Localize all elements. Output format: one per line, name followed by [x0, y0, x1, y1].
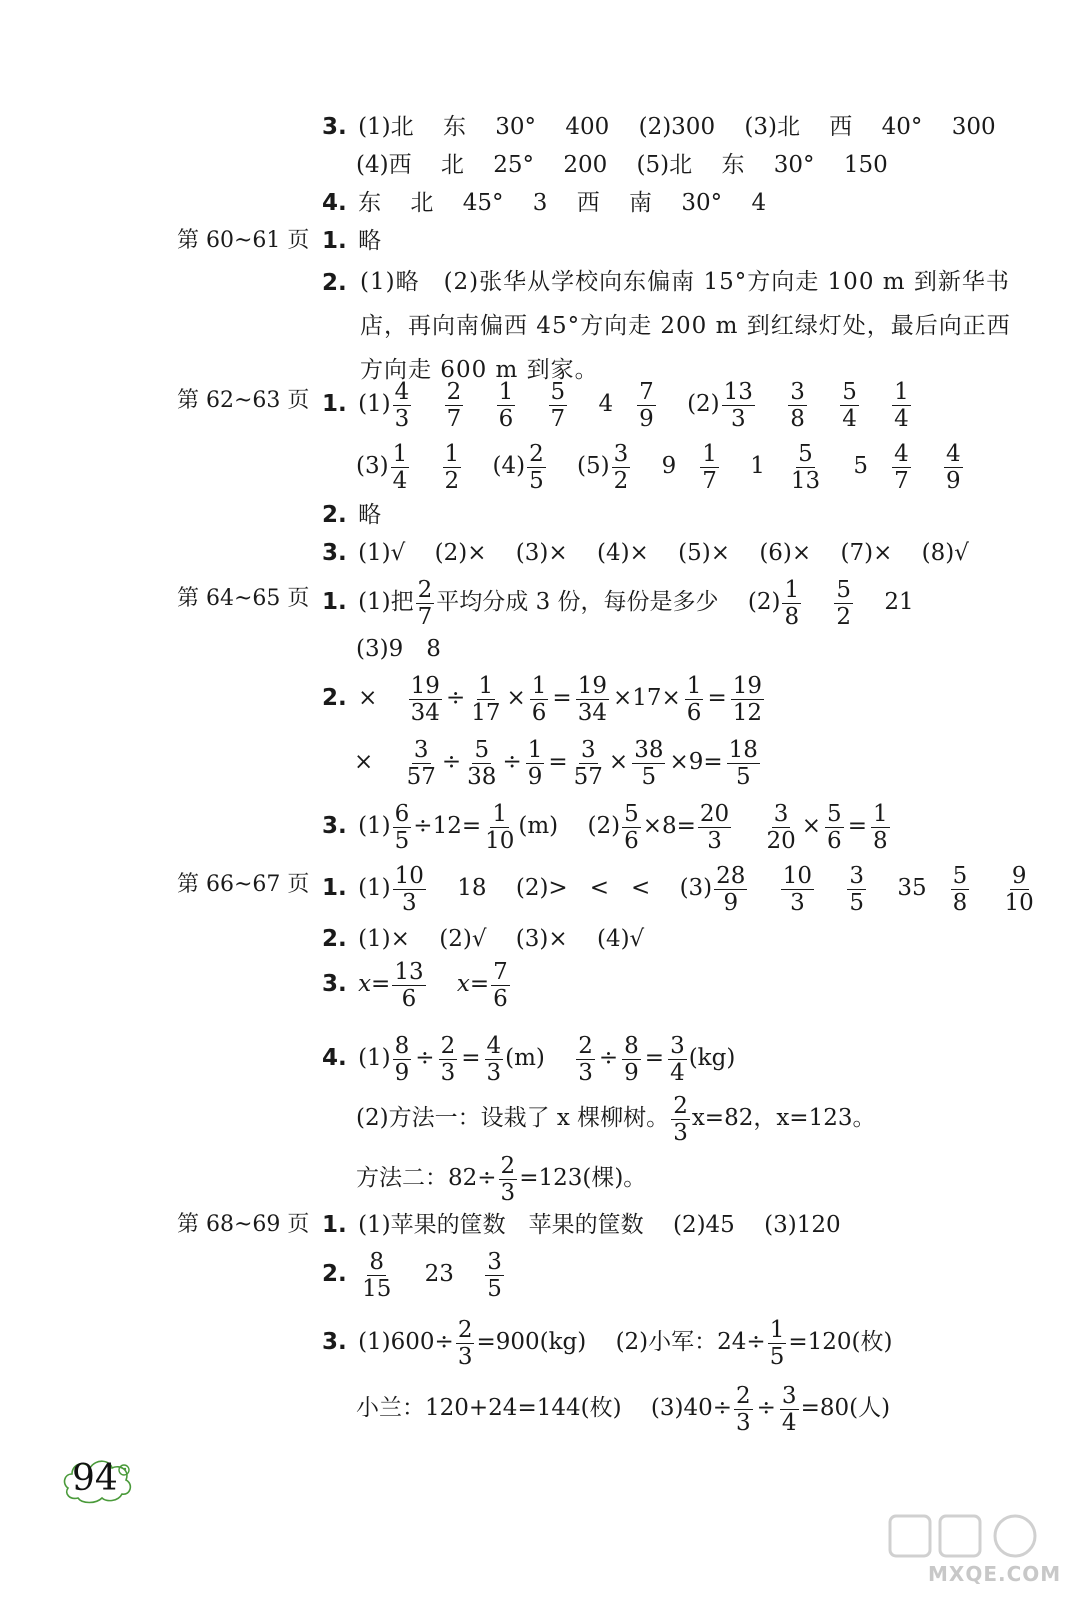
- answer-line-66-6: 方法二：82÷ $\frac{2}{3}$ =123(棵)。: [356, 1152, 647, 1206]
- fraction: $\frac{1}{4}$: [894, 378, 909, 432]
- fraction: $\frac{19}{12}$: [732, 672, 762, 726]
- fraction: $\frac{1}{6}$: [686, 672, 702, 726]
- answer-line-68-4: 小兰：120+24=144(枚) (3)40÷ $\frac{2}{3}$ ÷ $\frac{3}{4}$ =80(人): [356, 1382, 891, 1436]
- answer-line-64-1b: (3)9 8: [356, 636, 441, 662]
- fraction: $\frac{8}{9}$: [624, 1032, 639, 1086]
- fraction: $\frac{3}{8}$: [790, 378, 805, 432]
- fraction: $\frac{28}{9}$: [716, 862, 746, 916]
- answer-line-4: 4. 东 北 45° 3 西 南 30° 4: [322, 190, 767, 216]
- answer-num-60-2: 2.: [322, 270, 347, 296]
- fraction: $\frac{1}{8}$: [872, 800, 888, 854]
- fraction: $\frac{1}{4}$: [392, 440, 408, 494]
- fraction: $\frac{3}{4}$: [781, 1382, 797, 1436]
- answer-line-3b: (4)西 北 25° 200 (5)北 东 30° 150: [356, 152, 888, 178]
- fraction: $\frac{7}{9}$: [639, 378, 654, 432]
- fraction: $\frac{1}{8}$: [784, 576, 800, 630]
- fraction: $\frac{3}{57}$: [406, 736, 436, 790]
- fraction: $\frac{2}{5}$: [529, 440, 544, 494]
- fraction: $\frac{4}{9}$: [946, 440, 961, 494]
- answer-line-66-1: 1. (1) $\frac{10}{3}$ 18 (2)> < < (3) $\frac{28}{9}$ $\frac{10}{3}$ $\frac{3}{5}$ 35 $\frac{5}{8}$ $\frac{9}{10}$: [322, 862, 1034, 916]
- fraction: $\frac{5}{4}$: [842, 378, 857, 432]
- section-title-60-61: 第 60~61 页: [177, 228, 310, 253]
- answer-line-64-2a: 2. × $\frac{19}{34}$ ÷ $\frac{1}{17}$ × $\frac{1}{6}$ = $\frac{19}{34}$ ×17× $\frac{1}{6}$ = $\frac{19}{12}$: [322, 672, 762, 726]
- fraction: $\frac{1}{5}$: [769, 1316, 785, 1370]
- fraction: $\frac{3}{5}$: [487, 1248, 502, 1302]
- fraction: $\frac{1}{2}$: [444, 440, 460, 494]
- fraction: $\frac{3}{2}$: [613, 440, 629, 494]
- answer-line-68-3: 3. (1)600÷ $\frac{2}{3}$ =900(kg) (2)小军：24÷ $\frac{1}{5}$ =120(枚): [322, 1316, 893, 1370]
- page-number: 94: [72, 1458, 118, 1499]
- answer-line-60-1: 1. 略: [322, 228, 382, 254]
- fraction: $\frac{5}{7}$: [550, 378, 566, 432]
- fraction: $\frac{2}{3}$: [578, 1032, 593, 1086]
- answer-line-62-3: 3. (1)√ (2)× (3)× (4)× (5)× (6)× (7)× (8)√: [322, 540, 969, 566]
- fraction: $\frac{3}{57}$: [573, 736, 603, 790]
- fraction: $\frac{5}{8}$: [952, 862, 968, 916]
- fraction: $\frac{5}{6}$: [827, 800, 842, 854]
- fraction: $\frac{18}{5}$: [728, 736, 758, 790]
- answer-line-66-2: 2. (1)× (2)√ (3)× (4)√: [322, 926, 645, 952]
- fraction: $\frac{1}{6}$: [531, 672, 547, 726]
- fraction: $\frac{2}{3}$: [440, 1032, 456, 1086]
- fraction: $\frac{5}{6}$: [624, 800, 639, 854]
- fraction: $\frac{4}{7}$: [894, 440, 909, 494]
- fraction: $\frac{1}{6}$: [498, 378, 514, 432]
- fraction: $\frac{20}{3}$: [699, 800, 730, 854]
- answer-line-66-3: 3. x= $\frac{13}{6}$ x= $\frac{7}{6}$: [322, 958, 508, 1012]
- answer-line-64-3: 3. (1) $\frac{6}{5}$ ÷12= $\frac{1}{10}$ (m) (2) $\frac{5}{6}$ ×8= $\frac{20}{3}$ $\frac{3}{20}$ × $\frac{5}{6}$ = $\frac{1}{8}$: [322, 800, 888, 854]
- fraction: $\frac{3}{5}$: [849, 862, 864, 916]
- section-title-64-65: 第 64~65 页: [177, 586, 310, 611]
- fraction: $\frac{2}{3}$: [457, 1316, 473, 1370]
- answer-line-64-1: 1. (1)把 $\frac{2}{7}$ 平均分成 3 份，每份是多少 (2) $\frac{1}{8}$ $\frac{5}{2}$ 21: [322, 576, 914, 630]
- answer-line-64-2b: × $\frac{3}{57}$ ÷ $\frac{5}{38}$ ÷ $\frac{1}{9}$ = $\frac{3}{57}$ × $\frac{38}{5}$ ×9= $\frac{18}{5}$: [354, 736, 758, 790]
- fraction: $\frac{1}{10}$: [485, 800, 515, 854]
- fraction: $\frac{8}{9}$: [394, 1032, 410, 1086]
- answer-line-66-5: (2)方法一：设栽了 x 棵柳树。 $\frac{2}{3}$ x=82，x=123。: [356, 1092, 876, 1146]
- fraction: $\frac{19}{34}$: [577, 672, 607, 726]
- fraction: $\frac{13}{6}$: [394, 958, 424, 1012]
- fraction: $\frac{6}{5}$: [394, 800, 410, 854]
- answer-line-68-1: 1. (1)苹果的筐数 苹果的筐数 (2)45 (3)120: [322, 1212, 841, 1238]
- section-title-62-63: 第 62~63 页: [177, 388, 310, 413]
- answer-line-68-2: 2. $\frac{8}{15}$ 23 $\frac{3}{5}$: [322, 1248, 502, 1302]
- fraction: $\frac{1}{7}$: [702, 440, 717, 494]
- fraction: $\frac{38}{5}$: [634, 736, 664, 790]
- fraction: $\frac{4}{3}$: [394, 378, 410, 432]
- answer-line-66-4: 4. (1) $\frac{8}{9}$ ÷ $\frac{2}{3}$ = $\frac{4}{3}$ (m) $\frac{2}{3}$ ÷ $\frac{8}{9}$ = $\frac{3}{4}$ (kg): [322, 1032, 736, 1086]
- answer-line-62-2: 2. 略: [322, 502, 382, 528]
- fraction: $\frac{1}{17}$: [471, 672, 501, 726]
- section-title-66-67: 第 66~67 页: [177, 872, 310, 897]
- fraction: $\frac{2}{3}$: [673, 1092, 688, 1146]
- fraction: $\frac{8}{15}$: [362, 1248, 392, 1302]
- fraction: $\frac{2}{3}$: [736, 1382, 751, 1436]
- answer-line-62-1b: (3) $\frac{1}{4}$ $\frac{1}{2}$ (4) $\frac{2}{5}$ (5) $\frac{3}{2}$ 9 $\frac{1}{7}$ 1 $\frac{5}{13}$ 5 $\frac{4}{7}$ $\frac{4}{9}$: [356, 440, 961, 494]
- watermark-text: MXQE.COM: [928, 1562, 1062, 1586]
- answer-line-3a: 3. (1)北 东 30° 400 (2)300 (3)北 西 40° 300: [322, 114, 996, 140]
- section-title-68-69: 第 68~69 页: [177, 1212, 310, 1237]
- fraction: $\frac{4}{3}$: [486, 1032, 502, 1086]
- fraction: $\frac{10}{3}$: [782, 862, 813, 916]
- fraction: $\frac{3}{20}$: [766, 800, 796, 854]
- fraction: $\frac{19}{34}$: [410, 672, 440, 726]
- fraction: $\frac{5}{38}$: [467, 736, 497, 790]
- fraction: $\frac{9}{10}$: [1004, 862, 1034, 916]
- fraction: $\frac{7}{6}$: [493, 958, 508, 1012]
- answer-paragraph-60-2: (1)略 (2)张华从学校向东偏南 15°方向走 100 m 到新华书店，再向南偏西 45°方向走 200 m 到红绿灯处，最后向正西方向走 600 m 到家。: [360, 269, 1011, 383]
- fraction: $\frac{2}{7}$: [417, 576, 433, 630]
- fraction: $\frac{5}{2}$: [836, 576, 852, 630]
- answer-line-62-1a: 1. (1) $\frac{4}{3}$ $\frac{2}{7}$ $\frac{1}{6}$ $\frac{5}{7}$ 4 $\frac{7}{9}$ (2) $\frac{13}{3}$ $\frac{3}{8}$ $\frac{5}{4}$ $\frac{1}{4}$: [322, 378, 909, 432]
- fraction: $\frac{2}{3}$: [500, 1152, 516, 1206]
- fraction: $\frac{3}{4}$: [670, 1032, 685, 1086]
- fraction: $\frac{2}{7}$: [446, 378, 462, 432]
- fraction: $\frac{13}{3}$: [723, 378, 753, 432]
- fraction: $\frac{10}{3}$: [394, 862, 424, 916]
- fraction: $\frac{5}{13}$: [790, 440, 821, 494]
- fraction: $\frac{1}{9}$: [527, 736, 543, 790]
